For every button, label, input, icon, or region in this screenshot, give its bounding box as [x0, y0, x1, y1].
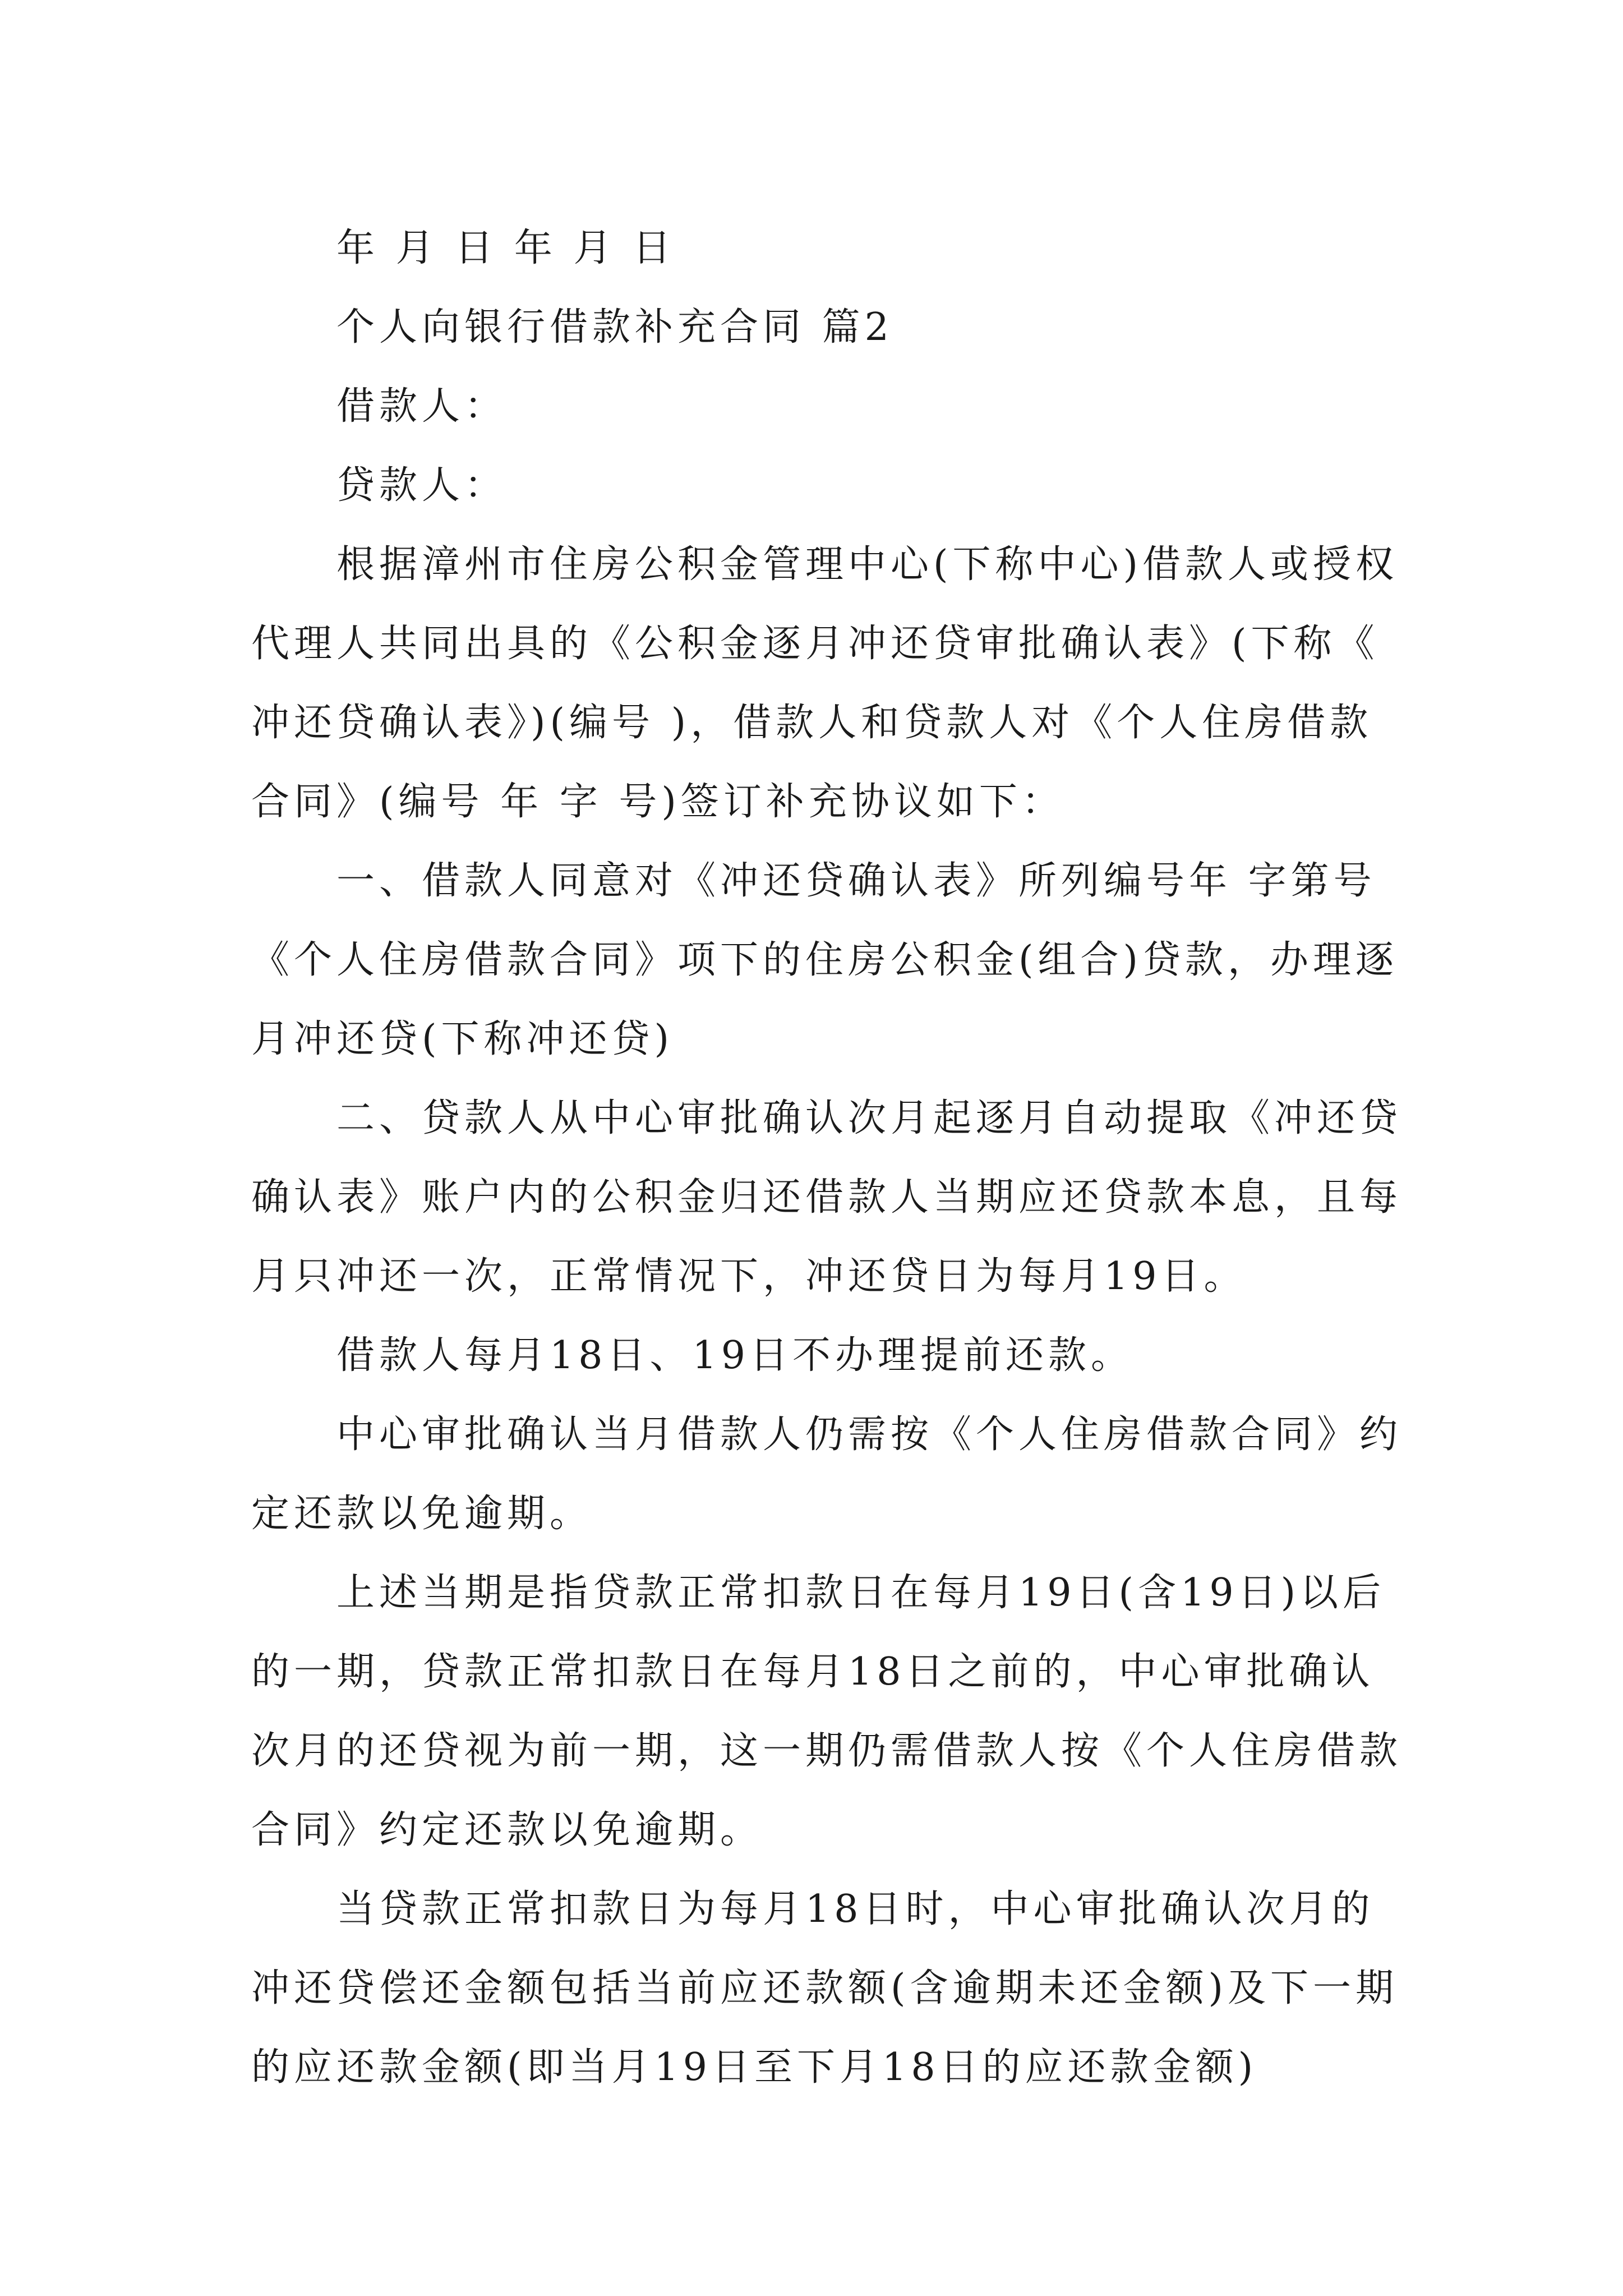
document-body — [251, 209, 1402, 2107]
paragraph-clause-2: 二、贷款人从中心审批确认次月起逐月自动提取《冲还贷确认表》账户内的公积金归还借款人当期应还贷款本息，且每月只冲还一次，正常情况下，冲还贷日为每月19日。 — [251, 1096, 1403, 1299]
borrower-line: 借款人： — [336, 384, 508, 429]
paragraph-current-period: 上述当期是指贷款正常扣款日在每月19日(含19日)以后的一期，贷款正常扣款日在每月18日之前的，中心审批确认次月的还贷视为前一期，这一期仍需借款人按《个人住房借款合同》约定还款以免逾期。 — [251, 1571, 1403, 1852]
paragraph-clause-1: 一、借款人同意对《冲还贷确认表》所列编号年 字第号《个人住房借款合同》项下的住房公积金(组合)贷款，办理逐月冲还贷(下称冲还贷) — [251, 859, 1399, 1061]
paragraph-no-prepay: 借款人每月18日、19日不办理提前还款。 — [336, 1333, 1134, 1378]
date-line: 年 月 日 年 月 日 — [336, 226, 676, 270]
paragraph-approval-month: 中心审批确认当月借款人仍需按《个人住房借款合同》约定还款以免逾期。 — [251, 1412, 1403, 1536]
section-title: 个人向银行借款补充合同 篇2 — [336, 305, 893, 349]
paragraph-18th-case: 当贷款正常扣款日为每月18日时，中心审批确认次月的冲还贷偿还金额包括当前应还款额(含逾期未还金额)及下一期的应还款金额(即当月19日至下月18日的应还款金额) — [251, 1887, 1399, 2090]
lender-line: 贷款人： — [336, 463, 508, 508]
paragraph-intro: 根据漳州市住房公积金管理中心(下称中心)借款人或授权代理人共同出具的《公积金逐月冲还贷审批确认表》(下称《冲还贷确认表》)(编号 )，借款人和贷款人对《个人住房借款合同》(编号 年 字 号)签订补充协议如下： — [251, 542, 1399, 824]
